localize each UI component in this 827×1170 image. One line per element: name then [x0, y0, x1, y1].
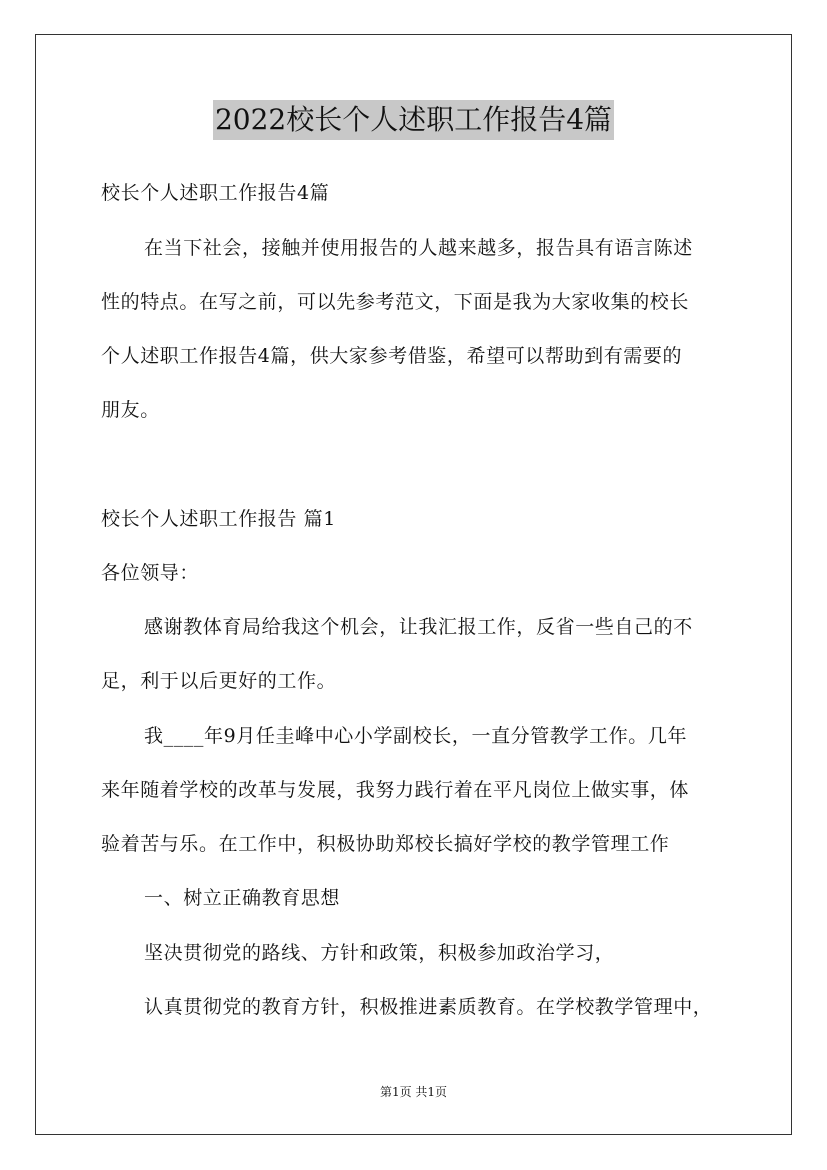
- paragraph-line: 朋友。: [101, 399, 160, 421]
- document-title: 2022校长个人述职工作报告4篇: [213, 100, 614, 140]
- paragraph-line: 我____年9月任圭峰中心小学副校长，一直分管教学工作。几年: [144, 725, 688, 747]
- paragraph-line: 感谢教体育局给我这个机会，让我汇报工作，反省一些自己的不: [144, 616, 693, 638]
- paragraph-line: 在当下社会，接触并使用报告的人越来越多，报告具有语言陈述: [144, 237, 693, 259]
- paragraph-line: 个人述职工作报告4篇，供大家参考借鉴，希望可以帮助到有需要的: [101, 345, 683, 367]
- paragraph-line: 认真贯彻党的教育方针，积极推进素质教育。在学校教学管理中，: [144, 996, 713, 1018]
- paragraph-line: 坚决贯彻党的路线、方针和政策，积极参加政治学习，: [144, 942, 615, 964]
- subtitle-line: 校长个人述职工作报告4篇: [101, 182, 330, 204]
- paragraph-line: 性的特点。在写之前，可以先参考范文，下面是我为大家收集的校长: [101, 291, 690, 313]
- section-heading: 校长个人述职工作报告 篇1: [101, 508, 336, 530]
- paragraph-line: 验着苦与乐。在工作中，积极协助郑校长搞好学校的教学管理工作: [101, 833, 670, 855]
- paragraph-line: 来年随着学校的改革与发展，我努力践行着在平凡岗位上做实事，体: [101, 779, 690, 801]
- salutation-line: 各位领导：: [101, 562, 200, 584]
- document-title-wrap: [0, 100, 827, 140]
- paragraph-line: 足，利于以后更好的工作。: [101, 670, 337, 692]
- subsection-heading: 一、树立正确教育思想: [144, 887, 341, 909]
- page-footer: 第1页 共1页: [379, 1085, 448, 1099]
